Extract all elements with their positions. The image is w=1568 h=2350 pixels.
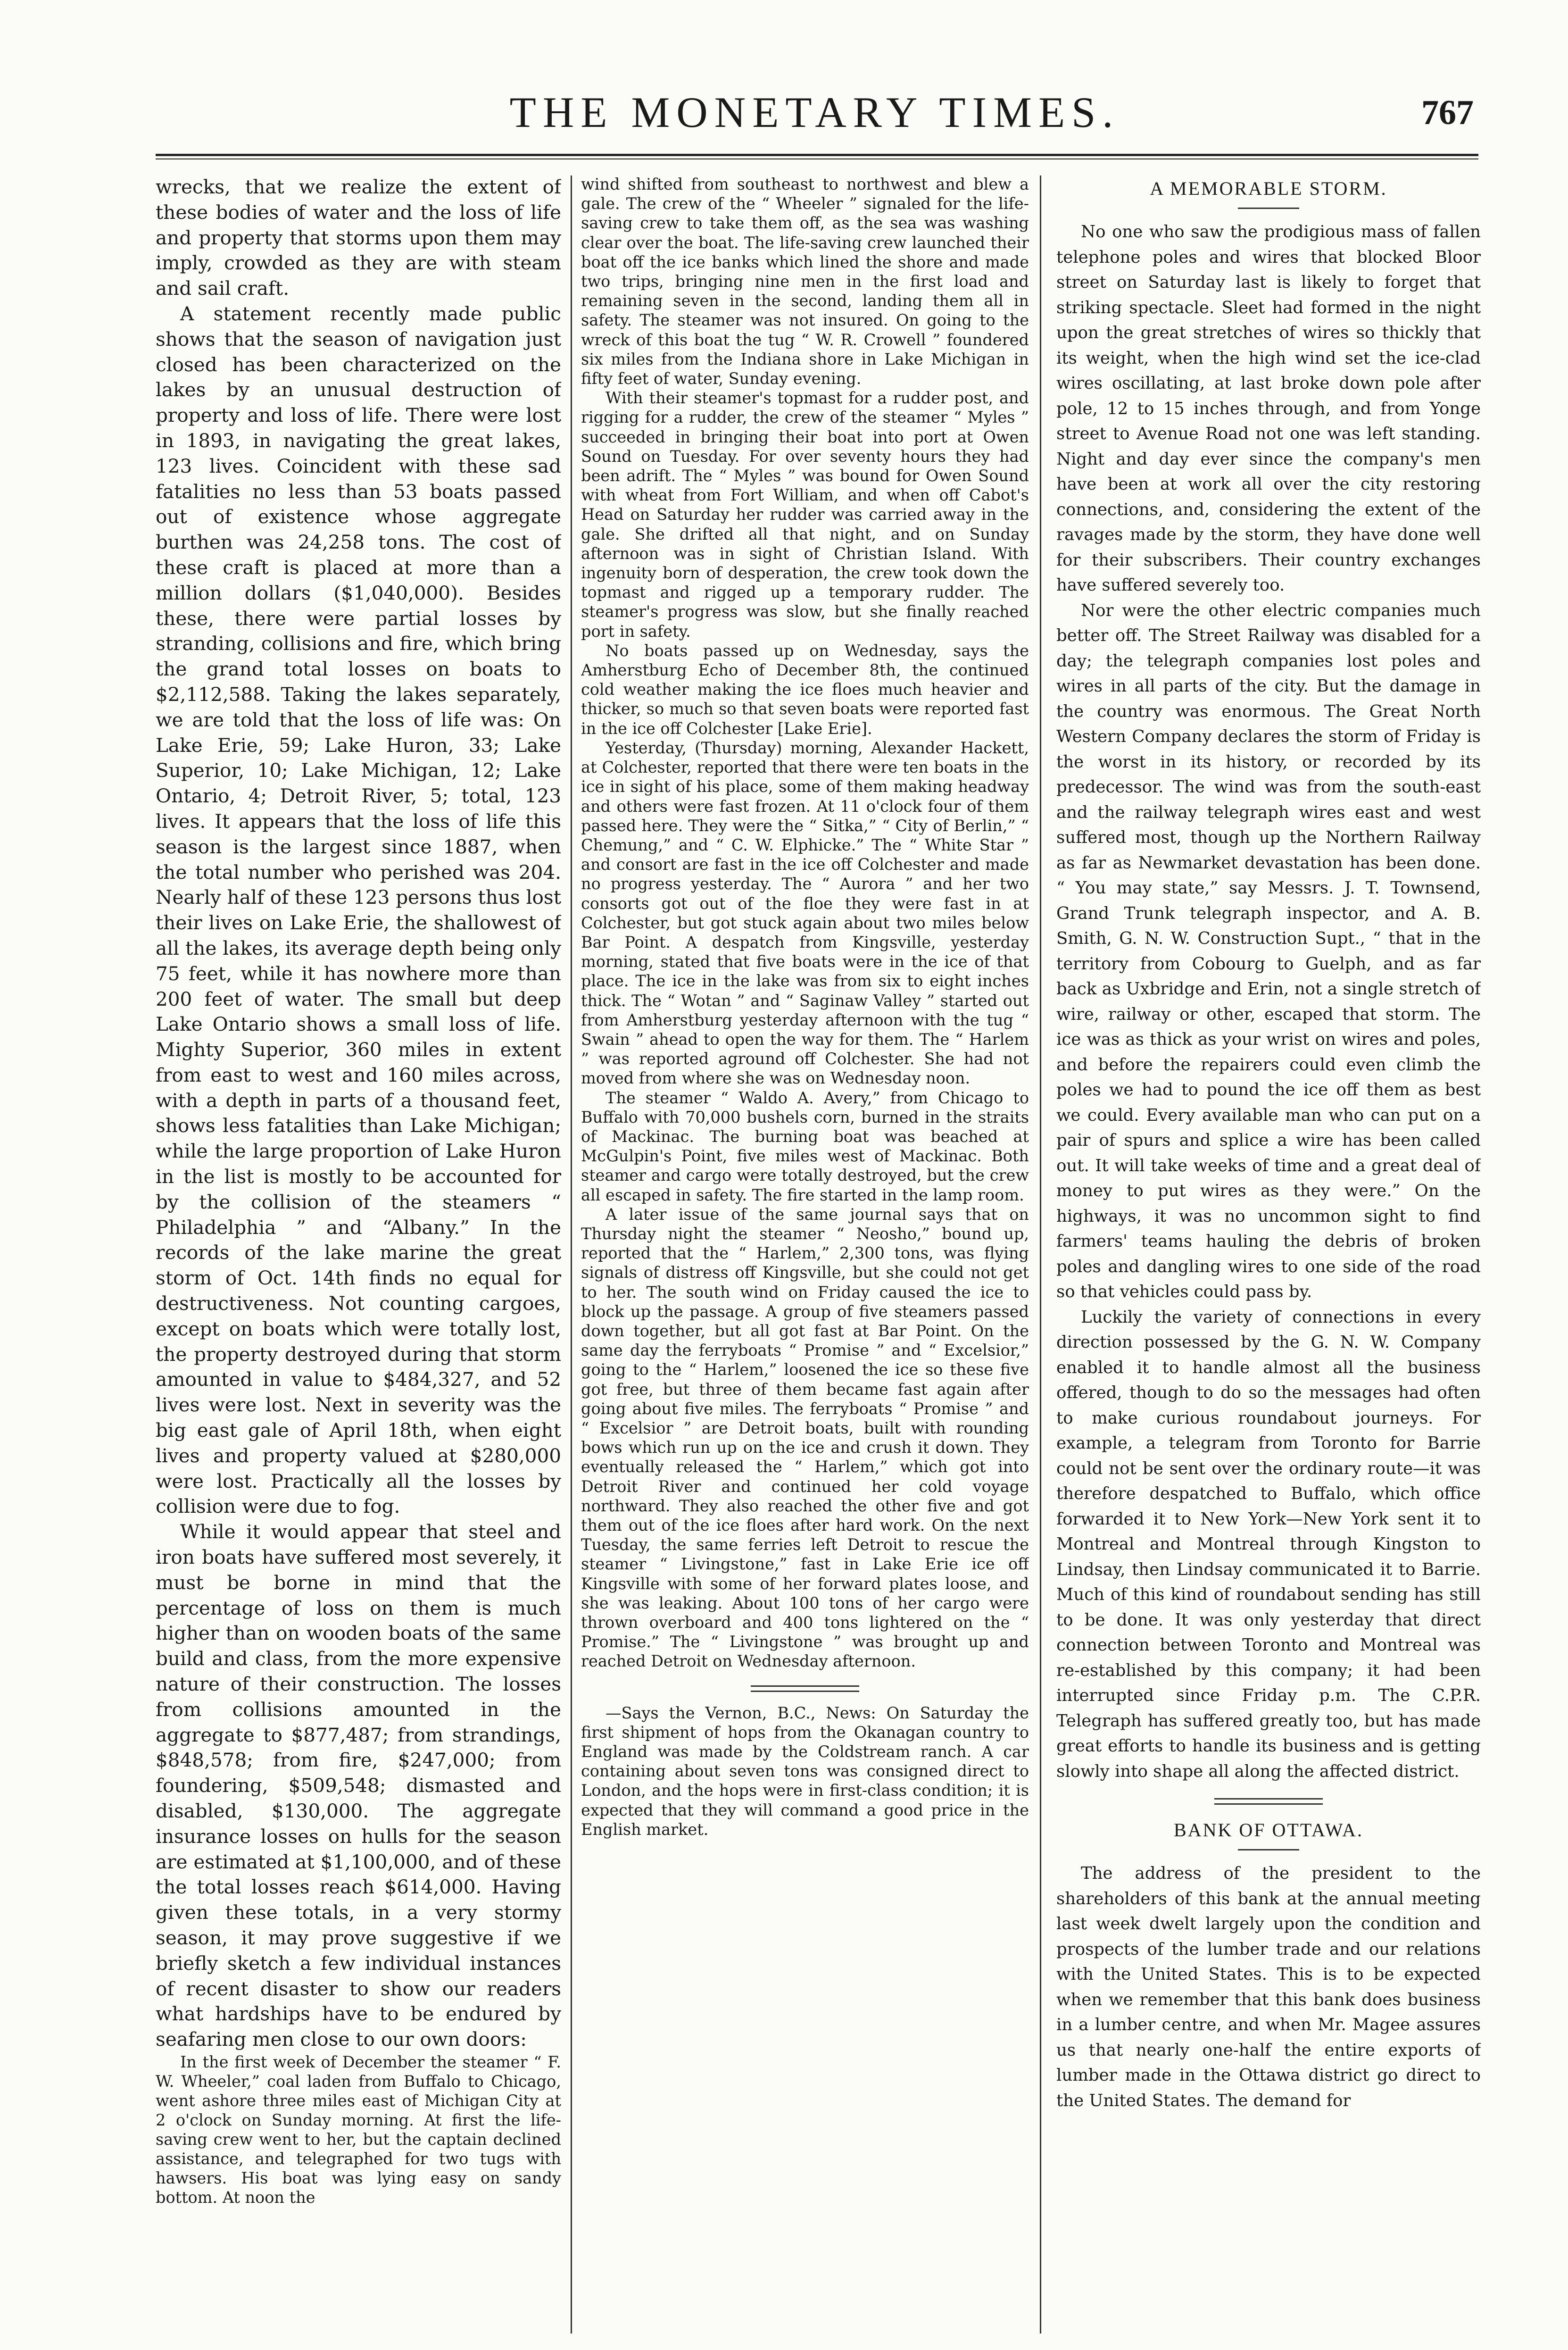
section-divider [751,1685,859,1692]
article-heading: BANK OF OTTAWA. [1174,1819,1363,1841]
page-number: 767 [1421,93,1474,132]
article-paragraph: wind shifted from southeast to northwest and blew a gale. The crew of the “ Wheeler ” signaled for the life-saving crew to take them off, as the sea was washing clear over the boat. The life-saving crew launched their boat off the ice banks which lined the shore and made two trips, bringing nine men in the first load and remaining seven in the second, landing them all in safety. The steamer was not insured. On going to the wreck of this boat the tug “ W. R. Crowell ” foundered six miles from the Indiana shore in Lake Michigan in fifty feet of water, Sunday evening. [581,175,1029,388]
masthead [156,84,1474,155]
article-paragraph: In the first week of December the steamer “ F. W. Wheeler,” coal laden from Buffalo to Chicago, went ashore three miles east of Michigan City at 2 o'clock on Sunday morning. At first the life-saving crew went to her, but the captain declined assistance, and telegraphed for two tugs with hawsers. His boat was lying easy on sandy bottom. At noon the [156,2052,561,2207]
article-paragraph: No one who saw the prodigious mass of fallen telephone poles and wires that blocked Bloor street on Saturday last is likely to forget that striking spectacle. Sleet had formed in the night upon the great stretches of wires so thickly that its weight, when the high wind set the ice-clad wires oscillating, at last broke down pole after pole, 12 to 15 inches through, and from Yonge street to Avenue Road not one was left standing. Night and day ever since the company's men have been at work all over the city restoring connections, and, considering the extent of the ravages made by the storm, they have done well for their subscribers. Their country exchanges have suffered severely too. [1056,222,1481,595]
masthead-rule [156,154,1478,159]
article-heading: A MEMORABLE STORM. [1150,178,1387,199]
article-paragraph: The steamer “ Waldo A. Avery,” from Chicago to Buffalo with 70,000 bushels corn, burned in the straits of Mackinac. The burning boat was beached at McGulpin's Point, five miles west of Mackinac. Both steamer and cargo were totally destroyed, but the crew all escaped in safety. The fire started in the lamp room. [581,1088,1029,1204]
article-paragraph: A later issue of the same journal says that on Thursday night the steamer “ Neosho,” bound up, reported that the “ Harlem,” 2,300 tons, was flying signals of distress off Kingsville, but she could not get to her. The south wind on Friday caused the ice to block up the passage. A group of five steamers passed down together, but all got fast at Bar Point. On the same day the ferryboats “ Promise ” and “ Excelsior,” going to the “ Harlem,” loosened the ice so these five got free, but three of them became fast again after going about five miles. The ferryboats “ Promise ” and “ Excelsior ” are Detroit boats, built with rounding bows which run up on the ice and crush it down. They eventually released the “ Harlem,” which got into Detroit River and continued her cold voyage northward. They also reached the other five and got them out of the ice floes after hard work. On the next Tuesday, the same ferries left Detroit to rescue the steamer “ Livingstone,” fast in Lake Erie ice off Kingsville with some of her forward plates loose, and she was leaking. About 100 tons of her cargo were thrown overboard and 400 tons lightered on the “ Promise.” The “ Livingstone ” was brought up and reached Detroit on Wednesday afternoon. [581,1205,1029,1671]
article-paragraph: A statement recently made public shows that the season of navigation just closed has been characterized on the lakes by an unusual destruction of property and loss of life. There were lost in 1893, in navigating the great lakes, 123 lives. Coincident with these sad fatalities no less than 53 boats passed out of existence whose aggregate burthen was 24,258 tons. The cost of these craft is placed at more than a million dollars ($1,040,000). Besides these, there were partial losses by stranding, collisions and fire, which bring the grand total losses on boats to $2,112,588. Taking the lakes separately, we are told that the loss of life was: On Lake Erie, 59; Lake Huron, 33; Lake Superior, 10; Lake Michigan, 12; Lake Ontario, 4; Detroit River, 5; total, 123 lives. It appears that the loss of life this season is the largest since 1887, when the total number who perished was 204. Nearly half of these 123 persons thus lost their lives on Lake Erie, the shallowest of all the lakes, its average depth being only 75 feet, while it has nowhere more than 200 feet of water. The small but deep Lake Ontario shows a small loss of life. Mighty Superior, 360 miles in extent from east to west and 160 miles across, with a depth in parts of a thousand feet, shows less fatalities than Lake Michigan; while the large proportion of Lake Huron in the list is mostly to be accounted for by the collision of the steamers “ Philadelphia ” and “Albany.” In the records of the lake marine the great storm of Oct. 14th finds no equal for destructiveness. Not counting cargoes, except on boats which were totally lost, the property destroyed during that storm amounted in value to $484,327, and 52 lives were lost. Next in severity was the big east gale of April 18th, when eight lives and property valued at $280,000 were lost. Practically all the losses by collision were due to fog. [156,302,561,1518]
news-item: —Says the Vernon, B.C., News: On Saturday the first shipment of hops from the Okanagan country to England was made by the Coldstream ranch. A car containing about seven tons was consigned direct to London, and the hops were in first-class condition; it is expected that they will command a good price in the English market. [581,1703,1029,1839]
column-divider [1040,175,1041,2333]
column-divider [571,175,572,2333]
column-3 [1056,175,1481,2325]
article-paragraph: While it would appear that steel and iron boats have suffered most severely, it must be borne in mind that the percentage of loss on them is much higher than on wooden boats of the same build and class, from the more expensive nature of their construction. The losses from collisions amounted in the aggregate to $877,487; from strandings, $848,578; from fire, $247,000; from foundering, $509,548; dismasted and disabled, $130,000. The aggregate insurance losses on hulls for the season are estimated at $1,100,000, and of these the total losses reach $614,000. Having given these totals, in a very stormy season, it may prove suggestive if we briefly sketch a few individual instances of recent disaster to show our readers what hardships have to be endured by seafaring men close to our own doors: [156,1520,561,2051]
article-paragraph: wrecks, that we realize the extent of these bodies of water and the loss of life and property that storms upon them may imply, crowded as they are with steam and sail craft. [156,175,561,300]
column-1 [156,175,561,2325]
article-paragraph: The address of the president to the shareholders of this bank at the annual meeting last week dwelt largely upon the condition and prospects of the lumber trade and our relations with the United States. This is to be expected when we remember that this bank does business in a lumber centre, and when Mr. Magee assures us that nearly one-half the entire exports of lumber made in the Ottawa district go direct to the United States. The demand for [1056,1864,1481,2110]
heading-rule [1238,208,1299,209]
article-paragraph: No boats passed up on Wednesday, says the Amherstburg Echo of December 8th, the continued cold weather making the ice floes much heavier and thicker, so much so that seven boats were reported fast in the ice off Colchester [Lake Erie]. [581,641,1029,738]
article-paragraph: Yesterday, (Thursday) morning, Alexander Hackett, at Colchester, reported that there were ten boats in the ice in sight of his place, some of them making headway and others were fast frozen. At 11 o'clock four of them passed here. They were the “ Sitka,” “ City of Berlin,” “ Chemung,” and “ C. W. Elphicke.” The “ White Star ” and consort are fast in the ice off Colchester and made no progress yesterday. The “ Aurora ” and her two consorts got out of the floe they were fast in at Colchester, but got stuck again about two miles below Bar Point. A despatch from Kingsville, yesterday morning, stated that five boats were in the ice of that place. The ice in the lake was from six to eight inches thick. The “ Wotan ” and “ Saginaw Valley ” started out from Amherstburg yesterday afternoon with the tug “ Swain ” ahead to open the way for them. The “ Harlem ” was reported aground off Colchester. She had not moved from where she was on Wednesday noon. [581,738,1029,1088]
heading-rule [1238,1849,1299,1850]
article-paragraph: With their steamer's topmast for a rudder post, and rigging for a rudder, the crew of the steamer “ Myles ” succeeded in bringing their boat into port at Owen Sound on Tuesday. For over seventy hours they had been adrift. The “ Myles ” was bound for Owen Sound with wheat from Fort William, and when off Cabot's Head on Saturday her rudder was carried away in the gale. She drifted all that night, and on Sunday afternoon was in sight of Christian Island. With ingenuity born of desperation, the crew took down the topmast and rigged up a temporary rudder. The steamer's progress was slow, but she finally reached port in safety. [581,389,1029,641]
article-paragraph: Nor were the other electric companies much better off. The Street Railway was disabled for a day; the telegraph companies lost poles and wires in all parts of the city. But the damage in the country was enormous. The Great North Western Company declares the storm of Friday is the worst in its history, or recorded by its predecessor. The wind was from the south-east and the railway telegraph wires east and west suffered most, though up the Northern Railway as far as Newmarket devastation has been done. “ You may state,” say Messrs. J. T. Townsend, Grand Trunk telegraph inspector, and A. B. Smith, G. N. W. Construction Supt., “ that in the territory from Cobourg to Guelph, and as far back as Uxbridge and Erin, not a single stretch of wire, railway or other, escaped that storm. The ice was as thick as your wrist on wires and poles, and before the repairers could even climb the poles we had to pound the ice off them as best we could. Every available man who can put on a pair of spurs and splice a wire has been called out. It will take weeks of time and a great deal of money to put wires as they were.” On the highways, it was no uncommon sight to find farmers' teams hauling the debris of broken poles and dangling wires to one side of the road so that vehicles could pass by. [1056,600,1481,1301]
section-divider [1214,1798,1323,1805]
article-paragraph: Luckily the variety of connections in every direction possessed by the G. N. W. Company enabled it to handle almost all the business offered, though to do so the messages had often to make curious roundabout journeys. For example, a telegram from Toronto for Barrie could not be sent over the ordinary route—it was therefore despatched to Buffalo, which office forwarded it to New York—New York sent it to Montreal and Montreal through Kingston to Lindsay, then Lindsay communicated it to Barrie. Much of this kind of roundabout sending has still to be done. It was only yesterday that direct connection between Toronto and Montreal was re-established by this company; it had been interrupted since Friday p.m. The C.P.R. Telegraph has suffered greatly too, but has made great efforts to handle its business and is getting slowly into shape all along the affected district. [1056,1307,1481,1781]
newspaper-title: THE MONETARY TIMES. [509,88,1120,136]
column-2 [581,175,1029,2325]
